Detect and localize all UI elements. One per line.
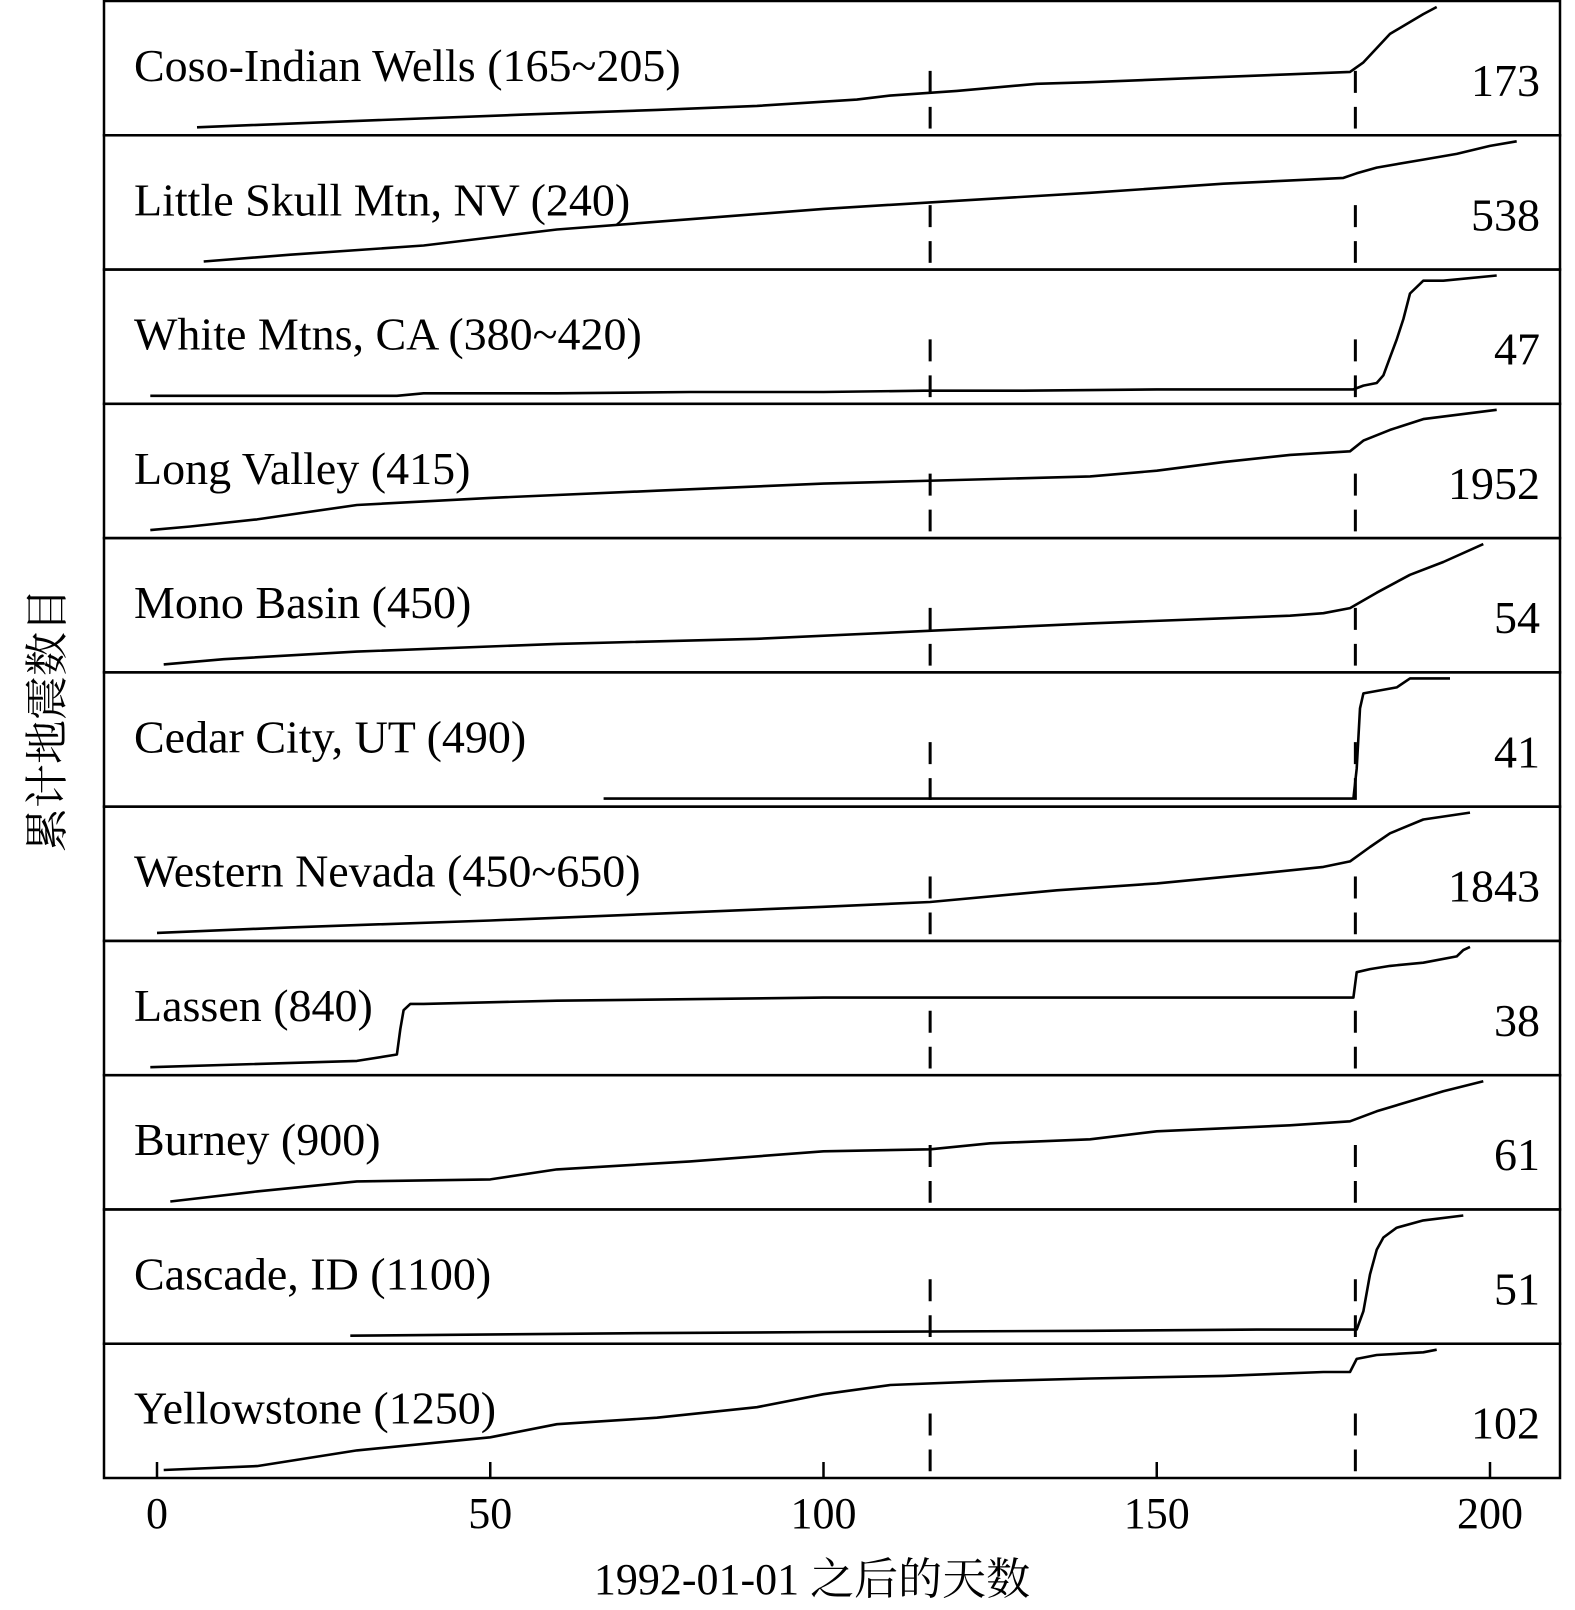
x-tick-label: 200 <box>1457 1489 1523 1538</box>
panel-total-count: 51 <box>1494 1263 1540 1315</box>
panel-total-count: 1952 <box>1448 457 1540 509</box>
panel-total-count: 47 <box>1494 323 1540 375</box>
panel <box>104 404 1560 538</box>
panel-label: Little Skull Mtn, NV (240) <box>134 174 631 226</box>
panel <box>104 672 1560 806</box>
panel-total-count: 54 <box>1494 592 1540 644</box>
panel-label: Coso-Indian Wells (165~205) <box>134 40 681 91</box>
y-axis-title: 累计地震数目 <box>23 588 72 852</box>
panels-layer <box>104 1 1560 1478</box>
panel-label: Long Valley (415) <box>134 442 471 494</box>
panel-label: Cascade, ID (1100) <box>134 1248 492 1300</box>
panel <box>104 135 1560 269</box>
panel-total-count: 1843 <box>1448 860 1540 912</box>
panel-label: Mono Basin (450) <box>134 577 472 629</box>
panel <box>104 1 1560 135</box>
panel-label: White Mtns, CA (380~420) <box>134 308 642 360</box>
panel <box>104 1075 1560 1209</box>
x-tick-label: 50 <box>468 1489 513 1538</box>
panel-total-count: 41 <box>1494 726 1540 778</box>
panel <box>104 807 1560 941</box>
cumulative-curve <box>604 678 1450 798</box>
panel <box>104 941 1560 1075</box>
panel-label: Burney (900) <box>134 1114 381 1166</box>
panel-total-count: 38 <box>1494 994 1540 1046</box>
x-axis-title: 1992-01-01 之后的天数 <box>593 1555 1031 1604</box>
panel-label: Cedar City, UT (490) <box>134 711 527 763</box>
x-tick-label: 0 <box>146 1489 168 1538</box>
panel <box>104 1344 1560 1478</box>
cumulative-curve <box>350 1216 1463 1336</box>
x-axis <box>146 1462 1523 1538</box>
panel <box>104 1209 1560 1343</box>
panel-label: Western Nevada (450~650) <box>134 845 641 897</box>
panel-label: Yellowstone (1250) <box>134 1382 497 1434</box>
x-tick-label: 150 <box>1123 1489 1190 1538</box>
panel-total-count: 173 <box>1471 55 1540 106</box>
panel-total-count: 538 <box>1471 189 1540 241</box>
panel <box>104 538 1560 672</box>
panel-label: Lassen (840) <box>134 979 373 1031</box>
panel <box>104 270 1560 404</box>
x-tick-label: 100 <box>790 1489 857 1538</box>
panel-total-count: 102 <box>1471 1397 1540 1449</box>
panel-total-count: 61 <box>1494 1129 1540 1181</box>
